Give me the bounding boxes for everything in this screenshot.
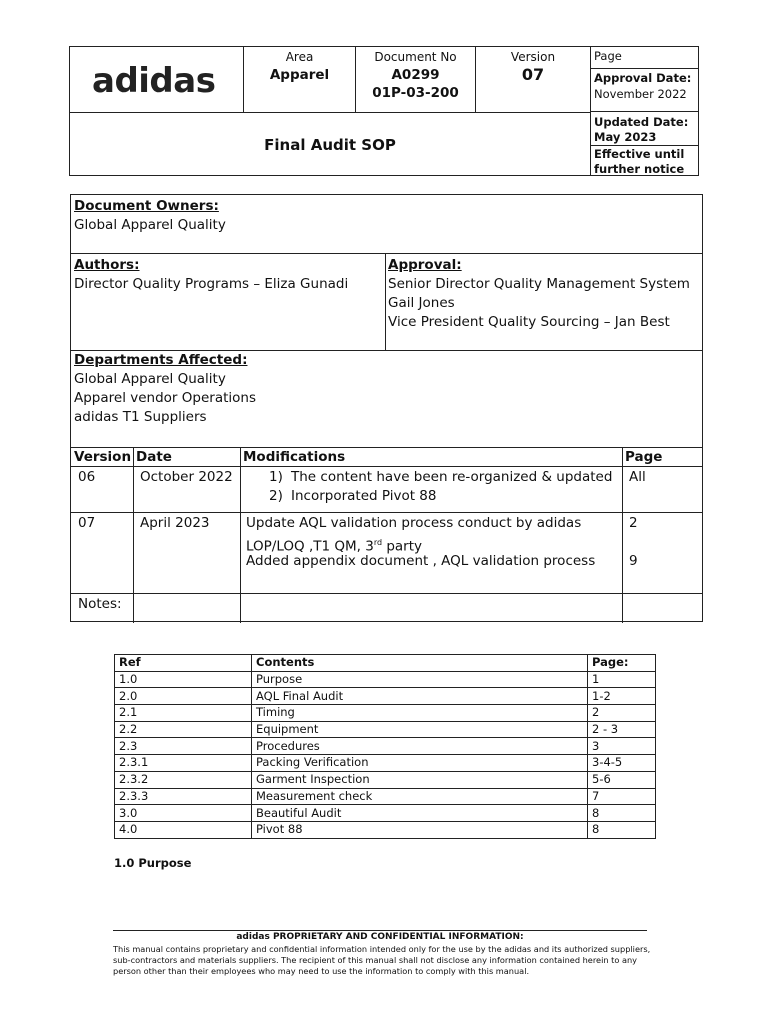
ref-cell: 2.3.1 bbox=[115, 755, 252, 772]
page-cell: 2 - 3 bbox=[588, 721, 656, 738]
contents-cell: Purpose bbox=[252, 671, 588, 688]
page-cell: 8 bbox=[588, 821, 656, 838]
footer-divider bbox=[113, 930, 647, 931]
area-label: Area bbox=[285, 50, 314, 64]
owners-section bbox=[74, 197, 226, 235]
ref-cell: 2.0 bbox=[115, 688, 252, 705]
table-row bbox=[115, 671, 656, 688]
document-no-value-2: 01P-03-200 bbox=[372, 85, 459, 101]
page-07-1: 2 bbox=[629, 515, 638, 531]
ref-cell: 1.0 bbox=[115, 671, 252, 688]
contents-header: Contents bbox=[252, 655, 588, 672]
approval-label: Approval: bbox=[388, 257, 462, 273]
authors-label: Authors: bbox=[74, 257, 140, 273]
page-cell: 1-2 bbox=[588, 688, 656, 705]
page-cell: 5-6 bbox=[588, 771, 656, 788]
department-item: Global Apparel Quality bbox=[74, 371, 226, 387]
footer-title: adidas PROPRIETARY AND CONFIDENTIAL INFORMATION: bbox=[236, 932, 524, 942]
table-row bbox=[115, 738, 656, 755]
modifications-column-header: Modifications bbox=[243, 449, 346, 465]
page-cell: 2 bbox=[588, 705, 656, 722]
mod-07-line-2: LOP/LOQ ,T1 QM, 3rd party bbox=[246, 538, 423, 555]
table-row bbox=[115, 688, 656, 705]
table-row bbox=[115, 805, 656, 822]
document-header bbox=[69, 46, 699, 176]
approval-line: Gail Jones bbox=[388, 295, 455, 311]
page-cell: 3-4-5 bbox=[588, 755, 656, 772]
contents-cell: Timing bbox=[252, 705, 588, 722]
page-cell: 7 bbox=[588, 788, 656, 805]
version-value: 07 bbox=[521, 65, 545, 84]
notes-label: Notes: bbox=[78, 596, 122, 612]
document-title: Final Audit SOP bbox=[264, 135, 396, 154]
table-row bbox=[115, 705, 656, 722]
footer-confidentiality-text: This manual contains proprietary and confidential information intended only for the use by the adidas and its authorized suppliers, sub-contractors and materials suppliers. The recipient of this manual shall not disclose any information contained herein to any person other than their employees who may need to use the information to comply with this manual. bbox=[113, 944, 651, 976]
date-column-header: Date bbox=[136, 449, 172, 465]
owners-value: Global Apparel Quality bbox=[74, 217, 226, 233]
contents-table bbox=[114, 654, 656, 839]
updated-date-label: Updated Date: bbox=[594, 115, 689, 129]
departments-section bbox=[74, 351, 256, 427]
page-info-column bbox=[590, 47, 699, 176]
approval-line: Vice President Quality Sourcing – Jan Best bbox=[388, 314, 670, 330]
table-row bbox=[115, 788, 656, 805]
adidas-logo: adidas bbox=[92, 61, 216, 101]
ref-cell: 2.3 bbox=[115, 738, 252, 755]
ref-cell: 4.0 bbox=[115, 821, 252, 838]
page-header: Page: bbox=[588, 655, 656, 672]
contents-cell: Beautiful Audit bbox=[252, 805, 588, 822]
table-row bbox=[115, 771, 656, 788]
page-label: Page bbox=[594, 49, 622, 63]
page-06: All bbox=[629, 469, 646, 485]
authors-section bbox=[74, 256, 348, 294]
table-row bbox=[115, 755, 656, 772]
version-07: 07 bbox=[78, 515, 96, 531]
page-cell: 3 bbox=[588, 738, 656, 755]
table-row bbox=[115, 821, 656, 838]
document-owners-block bbox=[70, 194, 703, 622]
ref-cell: 2.1 bbox=[115, 705, 252, 722]
owners-label: Document Owners: bbox=[74, 198, 219, 214]
page-column-header: Page bbox=[625, 449, 663, 465]
department-item: Apparel vendor Operations bbox=[74, 390, 256, 406]
table-header-row bbox=[115, 655, 656, 672]
version-cell bbox=[475, 47, 590, 112]
area-value: Apparel bbox=[269, 67, 330, 83]
contents-cell: Pivot 88 bbox=[252, 821, 588, 838]
date-07: April 2023 bbox=[140, 515, 210, 531]
contents-cell: Measurement check bbox=[252, 788, 588, 805]
document-no-cell bbox=[355, 47, 475, 112]
area-cell bbox=[243, 47, 355, 112]
approval-date-value: November 2022 bbox=[594, 87, 687, 101]
section-heading-purpose: 1.0 Purpose bbox=[114, 856, 192, 870]
page-cell: 1 bbox=[588, 671, 656, 688]
ref-cell: 2.3.3 bbox=[115, 788, 252, 805]
mod-06-num-2: 2) bbox=[269, 488, 283, 504]
approval-line: Senior Director Quality Management System bbox=[388, 276, 690, 292]
date-06: October 2022 bbox=[140, 469, 233, 485]
page-cell: 8 bbox=[588, 805, 656, 822]
departments-label: Departments Affected: bbox=[74, 352, 248, 368]
approval-section bbox=[388, 256, 690, 332]
mod-06-item-2: Incorporated Pivot 88 bbox=[291, 488, 437, 504]
document-no-label: Document No bbox=[374, 50, 457, 64]
department-item: adidas T1 Suppliers bbox=[74, 409, 207, 425]
ref-cell: 3.0 bbox=[115, 805, 252, 822]
document-no-value-1: A0299 bbox=[391, 67, 440, 83]
mod-06-num-1: 1) bbox=[269, 469, 283, 485]
mod-06-item-1: The content have been re-organized & updated bbox=[291, 469, 613, 485]
ref-cell: 2.2 bbox=[115, 721, 252, 738]
table-row bbox=[115, 721, 656, 738]
effective-line-1: Effective until bbox=[594, 147, 685, 161]
version-label: Version bbox=[510, 50, 556, 64]
page-07-2: 9 bbox=[629, 553, 638, 569]
updated-date-value: May 2023 bbox=[594, 130, 657, 144]
contents-cell: Packing Verification bbox=[252, 755, 588, 772]
mod-07-line-3: Added appendix document , AQL validation process bbox=[246, 553, 596, 569]
effective-line-2: further notice bbox=[594, 162, 685, 176]
approval-date-label: Approval Date: bbox=[594, 71, 692, 85]
version-column-header: Version bbox=[74, 449, 132, 465]
version-06: 06 bbox=[78, 469, 96, 485]
contents-cell: Equipment bbox=[252, 721, 588, 738]
ref-header: Ref bbox=[115, 655, 252, 672]
ref-cell: 2.3.2 bbox=[115, 771, 252, 788]
mod-07-line-1: Update AQL validation process conduct by adidas bbox=[246, 515, 582, 531]
contents-cell: AQL Final Audit bbox=[252, 688, 588, 705]
contents-cell: Garment Inspection bbox=[252, 771, 588, 788]
authors-value: Director Quality Programs – Eliza Gunadi bbox=[74, 276, 349, 292]
contents-cell: Procedures bbox=[252, 738, 588, 755]
